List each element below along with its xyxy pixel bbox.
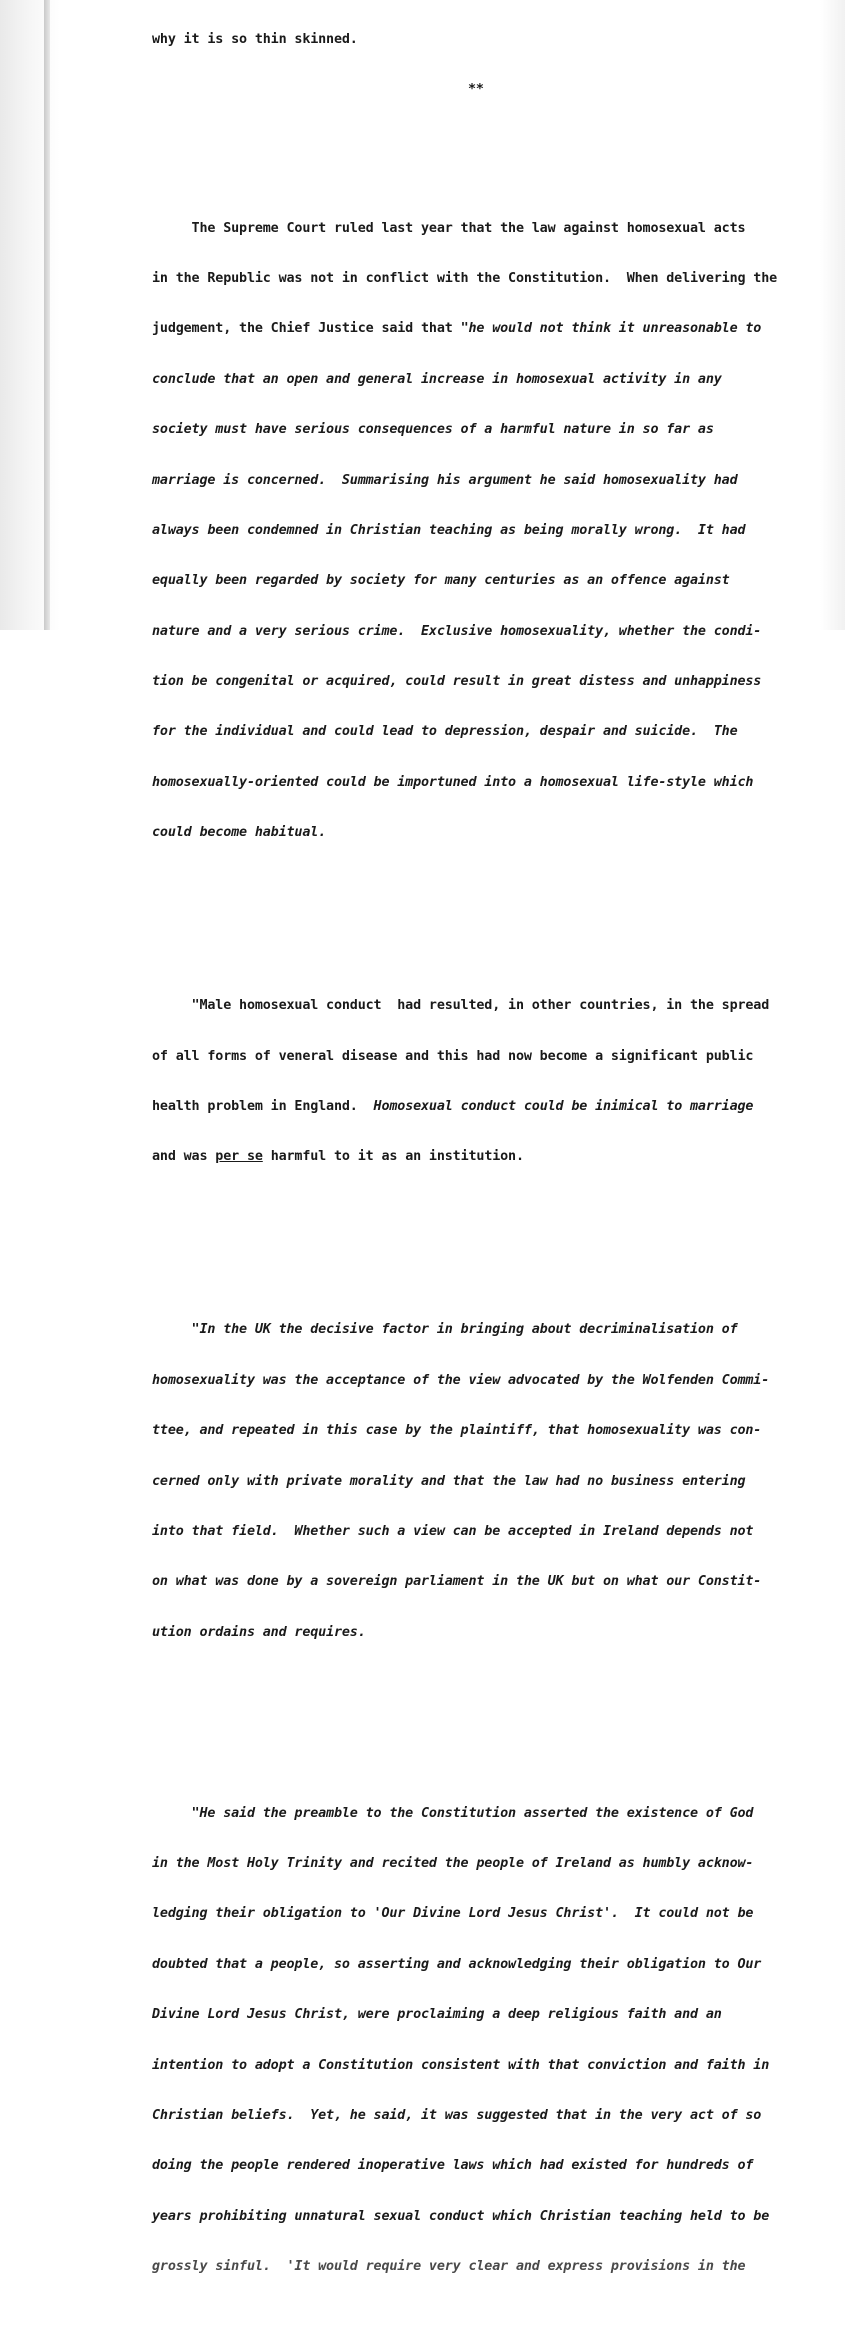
text-line: intention to adopt a Constitution consistent with that conviction and faith in: [152, 2057, 770, 2073]
text-span: judgement, the Chief Justice said that: [152, 321, 461, 337]
text-line: why it is so thin skinned.: [152, 31, 358, 47]
text-line: ution ordains and requires.: [152, 1624, 366, 1640]
text-line: The Supreme Court ruled last year that the law against homosexual acts: [152, 220, 746, 236]
italic-span: Homosexual conduct could be inimical to marriage: [373, 1099, 754, 1114]
text-line: always been condemned in Christian teaching as being morally wrong. It had: [152, 522, 746, 538]
text-span: harmful to it as an institution.: [262, 1149, 524, 1165]
text-line: equally been regarded by society for many centuries as an offence against: [152, 573, 730, 589]
text-line: "He said the preamble to the Constitution asserted the existence of God: [152, 1805, 754, 1821]
section-separator: **: [468, 81, 484, 97]
text-line: years prohibiting unnatural sexual conduct which Christian teaching held to be: [152, 2208, 770, 2224]
text-line: doubted that a people, so asserting and acknowledging their obligation to Our: [152, 1956, 762, 1972]
text-line: cerned only with private morality and that the law had no business entering: [152, 1473, 746, 1489]
text-span: health problem in England.: [152, 1099, 374, 1114]
paragraph-male-conduct: [152, 965, 817, 1200]
text-line: conclude that an open and general increase in homosexual activity in any: [152, 371, 722, 387]
text-line: Divine Lord Jesus Christ, were proclaiming a deep religious faith and an: [152, 2007, 722, 2023]
document-text: [152, 0, 817, 2343]
text-line: "Male homosexual conduct had resulted, in other countries, in the spread: [152, 998, 770, 1014]
text-line: in the Republic was not in conflict with the Constitution. When delivering the: [152, 270, 778, 286]
text-line: marriage is concerned. Summarising his argument he said homosexuality had: [152, 472, 738, 488]
text-line: Christian beliefs. Yet, he said, it was suggested that in the very act of so: [152, 2108, 762, 2124]
text-line: nature and a very serious crime. Exclusive homosexuality, whether the condi-: [152, 623, 762, 639]
text-line: [152, 1099, 817, 1116]
text-line: homosexually-oriented could be importuned into a homosexual life-style which: [152, 774, 754, 790]
paragraph-preamble: [152, 1772, 817, 2310]
text-line: into that field. Whether such a view can be accepted in Ireland depends not: [152, 1523, 754, 1539]
text-line: [152, 1149, 817, 1166]
text-line: society must have serious consequences of a harmful nature in so far as: [152, 422, 714, 438]
text-line: homosexuality was the acceptance of the view advocated by the Wolfenden Commi-: [152, 1372, 770, 1388]
text-line: ttee, and repeated in this case by the plaintiff, that homosexuality was con-: [152, 1423, 762, 1439]
text-line: doing the people rendered inoperative laws which had existed for hundreds of: [152, 2158, 754, 2174]
text-span: and was: [152, 1149, 216, 1165]
text-line: of all forms of veneral disease and this had now become a significant public: [152, 1048, 754, 1064]
text-line: in the Most Holy Trinity and recited the people of Ireland as humbly acknow-: [152, 1856, 754, 1872]
quote-span: "he would not think it unreasonable to: [460, 321, 762, 337]
text-line: could become habitual.: [152, 825, 327, 841]
text-line: grossly sinful. 'It would require very clear and express provisions in the: [152, 2259, 746, 2275]
scan-binding-edge: [44, 0, 50, 630]
text-line: for the individual and could lead to depression, despair and suicide. The: [152, 724, 738, 740]
paragraph-supreme-court: [152, 187, 817, 876]
text-line: on what was done by a sovereign parliament in the UK but on what our Constit-: [152, 1574, 762, 1590]
underlined-term: per se: [215, 1149, 263, 1165]
text-line: ledging their obligation to 'Our Divine Lord Jesus Christ'. It could not be: [152, 1906, 754, 1922]
paragraph-uk-decriminalisation: [152, 1289, 817, 1675]
text-line: "In the UK the decisive factor in bringing about decriminalisation of: [152, 1322, 738, 1338]
text-line: [152, 321, 817, 338]
text-line: tion be congenital or acquired, could result in great distess and unhappiness: [152, 674, 762, 690]
